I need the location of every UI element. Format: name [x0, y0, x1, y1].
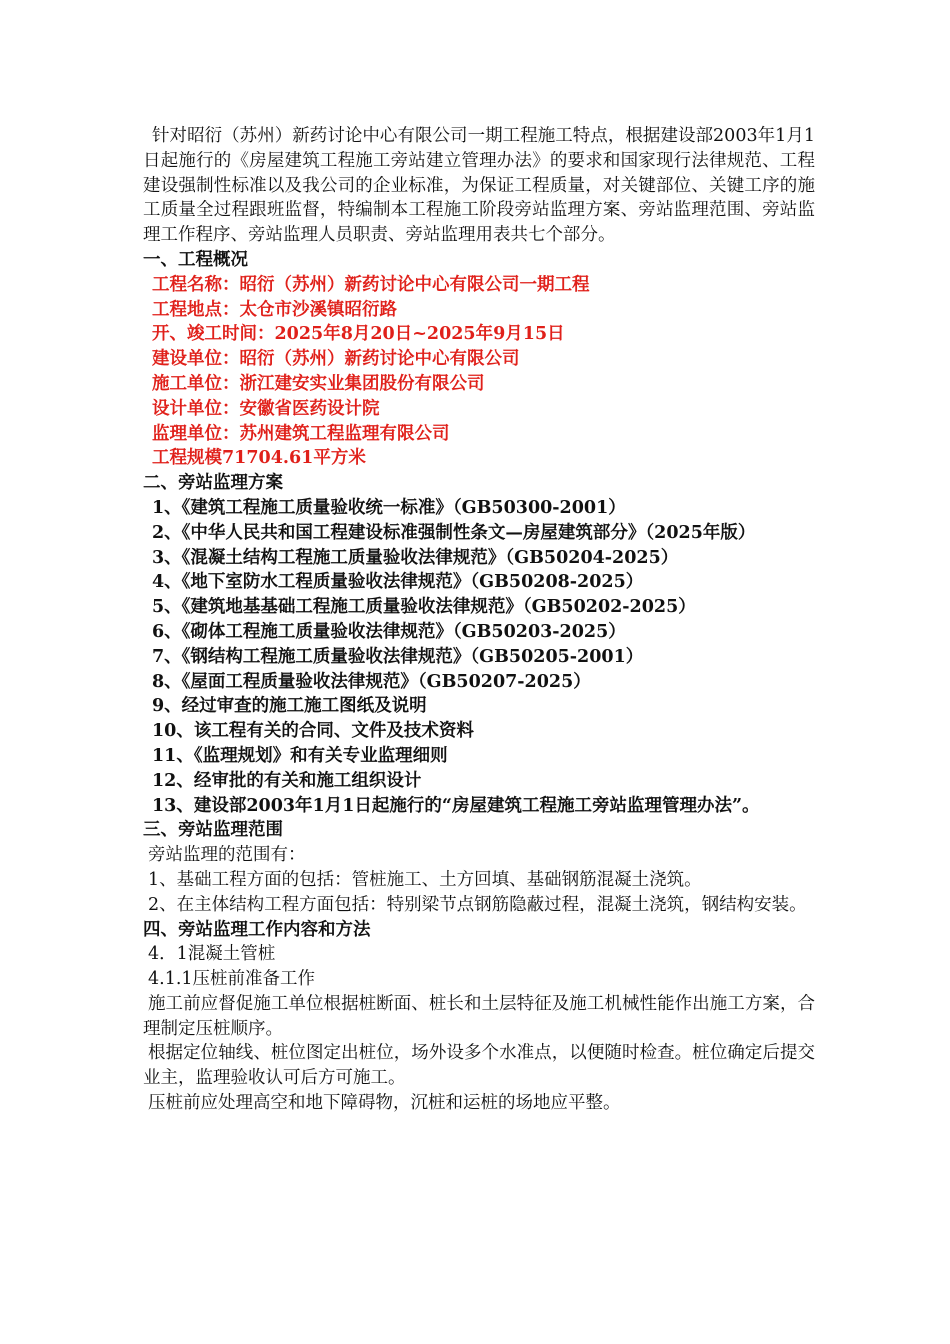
section-1-heading: 一、工程概况: [143, 249, 248, 270]
project-scale: 工程规模71704.61平方米: [152, 448, 366, 469]
basis-item-11: 11、《监理规划》和有关专业监理细则: [152, 745, 448, 766]
project-location: 工程地点：太仓市沙溪镇昭衍路: [152, 299, 397, 320]
scope-item-2: 2、在主体结构工程方面包括：特别梁节点钢筋隐蔽过程，混凝土浇筑，钢结构安装。: [148, 894, 807, 915]
project-schedule: 开、竣工时间：2025年8月20日~2025年9月15日: [152, 324, 565, 345]
section-4-heading: 四、旁站监理工作内容和方法: [143, 919, 371, 940]
basis-item-12: 12、经审批的有关和施工组织设计: [152, 770, 422, 791]
basis-item-6: 6、《砌体工程施工质量验收法律规范》（GB50203-2025）: [152, 621, 626, 642]
basis-item-5: 5、《建筑地基基础工程施工质量验收法律规范》（GB50202-2025）: [152, 597, 696, 618]
basis-item-8: 8、《屋面工程质量验收法律规范》（GB50207-2025）: [152, 671, 591, 692]
section-2-heading: 二、旁站监理方案: [143, 473, 283, 494]
subsection-4-1: 4．1混凝土管桩: [148, 944, 276, 965]
scope-item-1: 1、基础工程方面的包括：管桩施工、土方回填、基础钢筋混凝土浇筑。: [148, 869, 702, 890]
basis-item-4: 4、《地下室防水工程质量验收法律规范》（GB50208-2025）: [152, 572, 644, 593]
supervision-unit: 监理单位：苏州建筑工程监理有限公司: [152, 423, 450, 444]
basis-item-1: 1、《建筑工程施工质量验收统一标准》（GB50300-2001）: [152, 497, 626, 518]
basis-item-13: 13、建设部2003年1月1日起施行的“房屋建筑工程施工旁站监理管理办法”。: [152, 795, 760, 816]
owner-unit: 建设单位：昭衍（苏州）新药讨论中心有限公司: [152, 349, 520, 370]
basis-item-2: 2、《中华人民共和国工程建设标准强制性条文—房屋建筑部分》（2025年版）: [152, 522, 756, 543]
document-page: [143, 124, 815, 1116]
content-paragraph-2: 根据定位轴线、桩位图定出桩位，场外设多个水准点，以便随时检查。桩位确定后提交业主，监理验收认可后方可施工。: [143, 1043, 815, 1089]
intro-paragraph: 针对昭衍（苏州）新药讨论中心有限公司一期工程施工特点，根据建设部2003年1月1日起施行的《房屋建筑工程施工旁站建立管理办法》的要求和国家现行法律规范、工程建设强制性标准以及我公司的企业标准，为保证工程质量，对关键部位、关键工序的施工质量全过程跟班监督，特编制本工程施工阶段旁站监理方案、旁站监理范围、旁站监理工作程序、旁站监理人员职责、旁站监理用表共七个部分。: [143, 126, 815, 246]
scope-intro: 旁站监理的范围有：: [148, 845, 306, 866]
subsection-4-1-1: 4.1.1压桩前准备工作: [148, 969, 316, 990]
project-name: 工程名称：昭衍（苏州）新药讨论中心有限公司一期工程: [152, 274, 590, 295]
basis-item-7: 7、《钢结构工程施工质量验收法律规范》（GB50205-2001）: [152, 646, 644, 667]
basis-item-3: 3、《混凝土结构工程施工质量验收法律规范》（GB50204-2025）: [152, 547, 679, 568]
basis-item-10: 10、该工程有关的合同、文件及技术资料: [152, 721, 474, 742]
design-unit: 设计单位：安徽省医药设计院: [152, 398, 380, 419]
section-3-heading: 三、旁站监理范围: [143, 820, 283, 841]
construction-unit: 施工单位：浙江建安实业集团股份有限公司: [152, 373, 485, 394]
content-paragraph-1: 施工前应督促施工单位根据桩断面、桩长和土层特征及施工机械性能作出施工方案，合理制定压桩顺序。: [143, 993, 815, 1039]
content-paragraph-3: 压桩前应处理高空和地下障碍物，沉桩和运桩的场地应平整。: [148, 1093, 621, 1114]
basis-item-9: 9、经过审查的施工施工图纸及说明: [152, 696, 427, 717]
